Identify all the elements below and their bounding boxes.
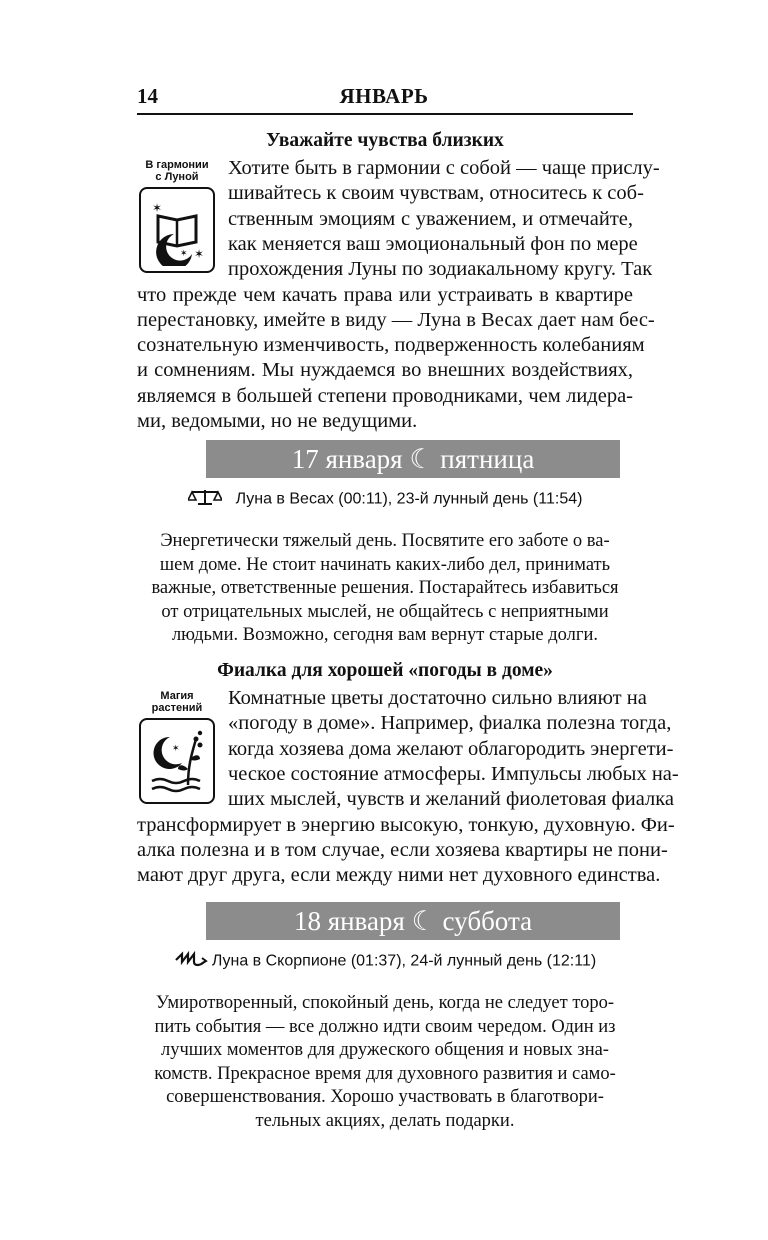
text-line: сознательную изменчивость, подверженность колебаниям [137, 334, 645, 357]
moon-info-18 [137, 950, 633, 973]
moon-plant-icon [139, 718, 215, 804]
page-title: ЯНВАРЬ [339, 84, 429, 108]
text-line: совершенствования. Хорошо участвовать в благотвори- [166, 1087, 604, 1107]
text-line: перестановку, имейте в виду — Луна в Весах дает нам бес- [137, 308, 655, 331]
text-line: и сомнениям. Мы нуждаемся во внешних воздействиях, [137, 359, 633, 382]
text-line: когда хозяева дома желают облагородить энергети- [228, 737, 674, 760]
text-line: пить события — все должно идти своим чередом. Один из [154, 1016, 616, 1037]
text-line: тельных акциях, делать подарки. [255, 1110, 515, 1131]
text-line: шивайтесь к своим чувствам, относитесь к соб- [228, 182, 644, 205]
section-body-1b [137, 283, 655, 435]
text-line: алка полезна и в том случае, если хозяева квартиры не пони- [137, 838, 668, 861]
text-line: от отрицательных мыслей, не общайтесь с неприятными [161, 601, 609, 622]
text-line: комств. Прекрасное время для духовного развития и само- [154, 1063, 616, 1084]
text-line: «погоду в доме». Например, фиалка полезна тогда, [228, 712, 672, 735]
text-line: прохождения Луны по зодиакальному кругу. Так [228, 258, 653, 281]
text-line: Энергетически тяжелый день. Посвятите его заботе о ва- [160, 531, 610, 551]
text-line: Комнатные цветы достаточно сильно влияют на [228, 687, 647, 709]
day-description-17 [137, 530, 633, 648]
text-line: людьми. Возможно, сегодня вам вернут старые долги. [171, 625, 599, 645]
icon-caption-line: Магия [160, 690, 194, 702]
moon-info-17 [137, 488, 633, 511]
text-line: шем доме. Не стоит начинать каких-либо дел, принимать [159, 554, 611, 575]
text-line: ших мыслей, чувств и желаний фиолетовая фиалка [228, 788, 675, 811]
svg-text:✶: ✶ [180, 248, 188, 258]
text-line: Умиротворенный, спокойный день, когда не следует торо- [155, 993, 615, 1013]
moon-book-icon [139, 187, 215, 273]
date-banner-17: 17 января ☾ пятница [206, 440, 620, 478]
icon-caption-line: с Луной [155, 171, 199, 183]
scorpio-icon [174, 950, 208, 973]
text-line: мают друг друга, если между ними нет духовного единства. [137, 864, 661, 887]
text-line: Хотите быть в гармонии с собой — чаще прислу- [228, 157, 660, 179]
section-heading-2: Фиалка для хорошей «погоды в доме» [217, 660, 553, 681]
section-body-2a [228, 686, 679, 812]
svg-text:✶: ✶ [172, 743, 180, 753]
section-body-1a [228, 156, 660, 282]
section-heading-1: Уважайте чувства близких [266, 130, 504, 151]
plants-badge [137, 690, 217, 804]
text-line: как меняется ваш эмоциональный фон по мере [228, 232, 638, 255]
text-line: ми, ведомыми, но не ведущими. [137, 409, 418, 432]
date-banner-18: 18 января ☾ суббота [206, 902, 620, 940]
moon-info-text: Луна в Весах (00:11), 23-й лунный день (11:54) [235, 490, 583, 508]
header-divider [137, 113, 633, 115]
text-line: важные, ответственные решения. Постарайтесь избавиться [151, 578, 619, 598]
svg-text:✶: ✶ [194, 247, 205, 261]
day-description-18 [137, 992, 633, 1133]
text-line: лучших моментов для дружеского общения и новых зна- [161, 1040, 609, 1060]
page-number: 14 [137, 84, 158, 108]
libra-icon [188, 488, 222, 511]
icon-caption-line: В гармонии [145, 159, 209, 171]
svg-text:✶: ✶ [152, 201, 163, 215]
text-line: являемся в большей степени проводниками, чем лидера- [137, 384, 633, 407]
text-line: трансформирует в энергию высокую, тонкую, духовную. Фи- [137, 813, 675, 836]
section-body-2b [137, 813, 675, 889]
text-line: ческое состояние атмосферы. Импульсы любых на- [228, 762, 679, 785]
text-line: ственным эмоциям с уважением, и отмечайте, [228, 207, 633, 230]
text-line: что прежде чем качать права или устраивать в квартире [137, 283, 633, 306]
moon-info-text: Луна в Скорпионе (01:37), 24-й лунный день (12:11) [211, 952, 597, 970]
harmony-badge [137, 159, 217, 273]
icon-caption-line: растений [151, 702, 203, 714]
